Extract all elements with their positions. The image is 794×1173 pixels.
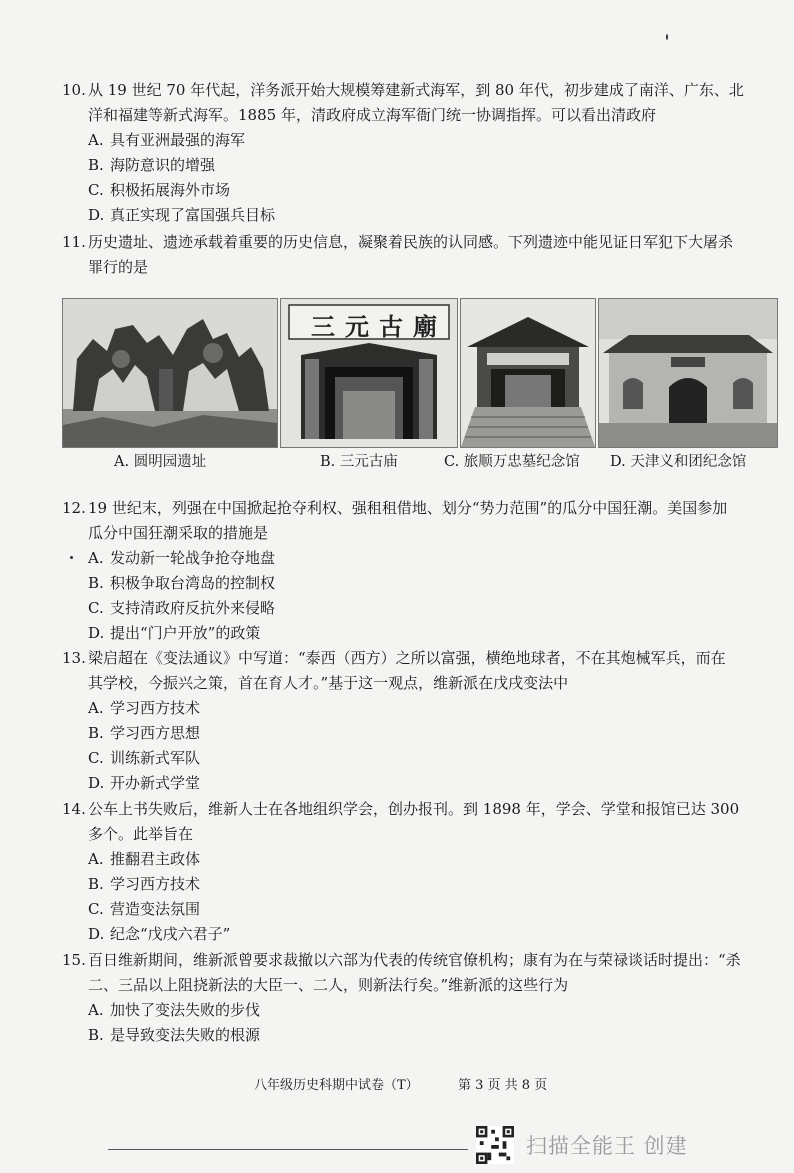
option-a: A. 具有亚洲最强的海军 [88,131,246,149]
option-a: A. 学习西方技术 [88,699,201,717]
footer-rule [108,1149,468,1150]
scanner-watermark-text: 扫描全能王 创建 [526,1134,688,1158]
scanner-watermark [476,1126,688,1164]
image-option-a-caption: A. 圆明园遗址 [114,454,207,470]
question-number: 15. [62,951,86,969]
question-number: 11. [62,233,86,251]
boxer-memorial-photo [598,298,778,448]
option-b: B. 海防意识的增强 [88,156,216,174]
question-number: 14. [62,800,86,818]
question-15 [62,948,774,1048]
temple-sign-text: 三元古廟 [311,312,447,341]
question-11-image-options [62,298,778,474]
qr-code-icon [476,1126,514,1164]
image-option-c-caption: C. 旅顺万忠墓纪念馆 [444,454,580,470]
question-stem-line: 历史遗址、遗迹承载着重要的历史信息，凝聚着民族的认同感。下列遗迹中能见证日军犯下大屠杀 [88,233,734,251]
question-13 [62,646,774,796]
option-a: A. 发动新一轮战争抢夺地盘 [88,549,276,567]
option-b: B. 积极争取台湾岛的控制权 [88,574,276,592]
option-b: B. 学习西方思想 [88,724,201,742]
option-c: C. 支持清政府反抗外来侵略 [88,599,276,617]
image-option-d-caption: D. 天津义和团纪念馆 [610,454,747,470]
question-stem-line: 百日维新期间，维新派曾要求裁撤以六部为代表的传统官僚机构；康有为在与荣禄谈话时提出：“杀 [88,951,741,969]
exam-title: 八年级历史科期中试卷（T） [254,1078,419,1093]
image-option-b-caption: B. 三元古庙 [320,454,398,470]
option-b: B. 是导致变法失败的根源 [88,1026,261,1044]
option-b: B. 学习西方技术 [88,875,201,893]
question-stem-line: 19 世纪末，列强在中国掀起抢夺利权、强租租借地、划分“势力范围”的瓜分中国狂潮。美国参加 [88,499,728,517]
option-d: D. 开办新式学堂 [88,774,201,792]
question-stem-line: 瓜分中国狂潮采取的措施是 [88,524,269,542]
question-stem-line: 从 19 世纪 70 年代起，洋务派开始大规模筹建新式海军，到 80 年代，初步建成了南洋、广东、北 [88,81,744,99]
page-number: 第 3 页 共 8 页 [458,1078,548,1093]
question-number: 12. [62,499,86,517]
question-stem-line: 罪行的是 [88,258,149,276]
question-stem-line: 洋和福建等新式海军。1885 年，清政府成立海军衙门统一协调指挥。可以看出清政府 [88,106,656,124]
ruins-photo [62,298,278,448]
option-c: C. 训练新式军队 [88,749,201,767]
scan-speck [666,34,668,40]
option-d: D. 纪念“戊戌六君子” [88,925,231,943]
question-12 [62,496,774,646]
option-a: A. 推翻君主政体 [88,850,201,868]
question-number: 13. [62,649,86,667]
question-14 [62,797,774,947]
question-stem-line: 公车上书失败后，维新人士在各地组织学会，创办报刊。到 1898 年，学会、学堂和报馆已达 300 [88,800,740,818]
question-stem-line: 二、三品以上阻挠新法的大臣一、二人，则新法行矣。”维新派的这些行为 [88,976,569,994]
question-11 [62,230,774,280]
memorial-hall-photo [460,298,596,448]
question-stem-line: 梁启超在《变法通议》中写道：“泰西（西方）之所以富强，横绝地球者，不在其炮械军兵，而在 [88,649,726,667]
temple-photo [280,298,458,448]
question-10 [62,78,774,228]
option-d: D. 提出“门户开放”的政策 [88,624,261,642]
question-number: 10. [62,81,86,99]
option-a: A. 加快了变法失败的步伐 [88,1001,261,1019]
question-stem-line: 其学校，今振兴之策，首在育人才。”基于这一观点，维新派在戊戌变法中 [88,674,569,692]
question-stem-line: 多个。此举旨在 [88,825,194,843]
option-c: C. 营造变法氛围 [88,900,201,918]
option-c: C. 积极拓展海外市场 [88,181,231,199]
option-d: D. 真正实现了富国强兵目标 [88,206,276,224]
scan-speck [70,556,73,559]
